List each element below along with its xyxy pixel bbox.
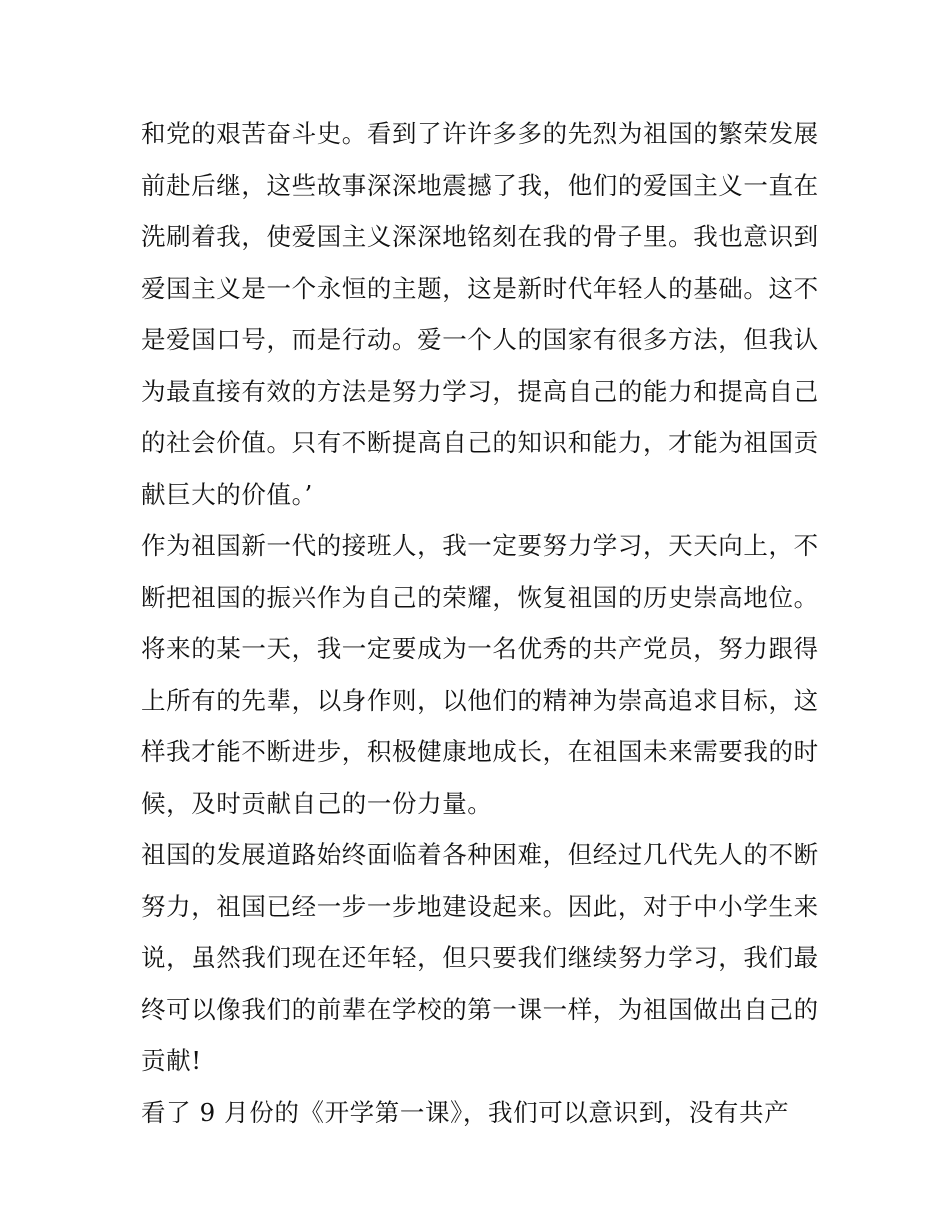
text-line: 贡献! — [141, 1046, 202, 1075]
paragraph — [141, 829, 819, 1087]
text-line: 的社会价值。只有不断提高自己的知识和能力，才能为祖国贡 — [141, 428, 819, 457]
text-line: 样我才能不断进步，积极健康地成长，在祖国未来需要我的时 — [141, 737, 819, 766]
paragraph — [141, 520, 819, 829]
body-text — [141, 108, 819, 1138]
text-line: 祖国的发展道路始终面临着各种困难，但经过几代先人的不断 — [141, 840, 819, 869]
text-line: 将来的某一天，我一定要成为一名优秀的共产党员，努力跟得 — [141, 634, 819, 663]
paragraph — [141, 108, 819, 520]
text-line: 努力，祖国已经一步一步地建设起来。因此，对于中小学生来 — [141, 891, 819, 921]
paragraph — [141, 1087, 813, 1139]
text-line: 为最直接有效的方法是努力学习，提高自己的能力和提高自己 — [141, 376, 819, 406]
text-line: 作为祖国新一代的接班人，我一定要努力学习，天天向上，不 — [141, 531, 819, 560]
text-line: 看了 9 月份的《开学第一课》，我们可以意识到，没有共产 — [141, 1097, 790, 1127]
text-line: 断把祖国的振兴作为自己的荣耀，恢复祖国的历史崇高地位。 — [141, 582, 819, 612]
text-line: 和党的艰苦奋斗史。看到了许许多多的先烈为祖国的繁荣发展 — [141, 119, 819, 148]
text-line: 前赴后继，这些故事深深地震撼了我，他们的爱国主义一直在 — [141, 170, 819, 200]
text-line: 上所有的先辈，以身作则，以他们的精神为崇高追求目标，这 — [141, 685, 819, 715]
text-line: 是爱国口号，而是行动。爱一个人的国家有很多方法，但我认 — [141, 325, 819, 354]
text-line: 终可以像我们的前辈在学校的第一课一样，为祖国做出自己的 — [141, 994, 819, 1024]
text-line: 洗刷着我，使爱国主义深深地铭刻在我的骨子里。我也意识到 — [141, 222, 819, 251]
text-line: 候，及时贡献自己的一份力量。 — [141, 788, 493, 818]
text-line: 说，虽然我们现在还年轻，但只要我们继续努力学习，我们最 — [141, 943, 819, 972]
text-line: 献巨大的价值。’ — [141, 479, 313, 509]
text-line: 爱国主义是一个永恒的主题，这是新时代年轻人的基础。这不 — [141, 273, 819, 303]
